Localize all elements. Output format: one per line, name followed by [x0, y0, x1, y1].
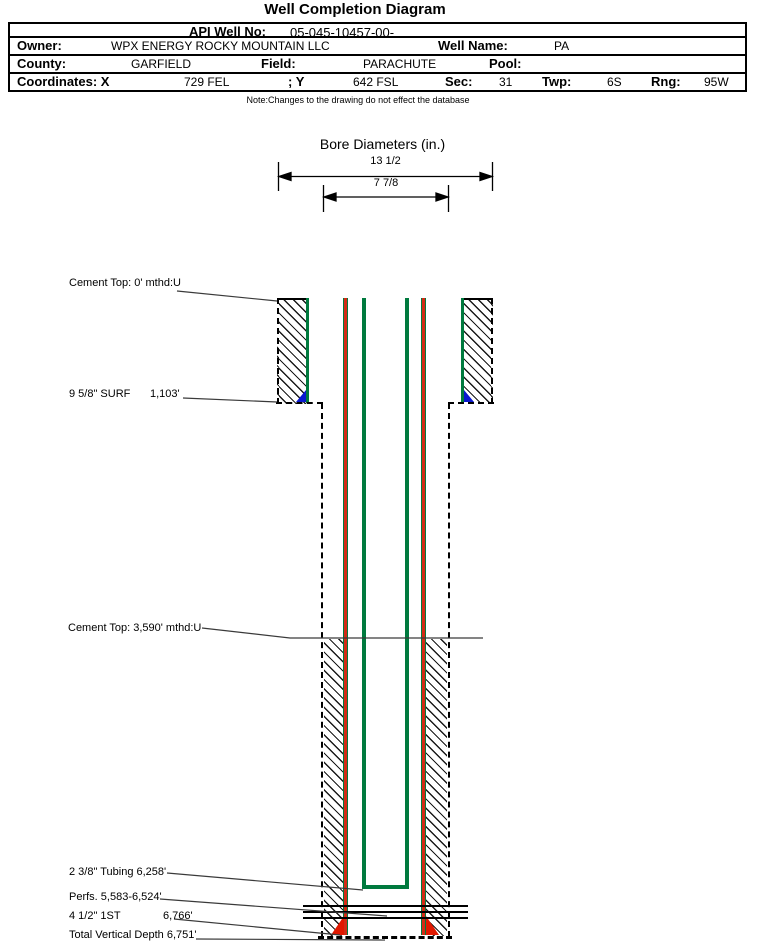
inner-dim-arrow-right-icon: [436, 193, 448, 201]
leader-production-casing: [174, 919, 340, 935]
well-name-value: PA: [554, 39, 570, 53]
header-row-api: [10, 24, 745, 38]
surface-casing-left: [306, 298, 309, 403]
api-well-no-label: API Well No:: [188, 24, 266, 39]
api-well-no-value: 05-045-10457-00-: [290, 25, 395, 40]
pool-label: Pool:: [489, 56, 522, 71]
surface-cement-right: [464, 298, 493, 404]
production-casing-left: [343, 298, 348, 935]
open-hole-wall-left: [321, 403, 323, 937]
perforation-line-2: [303, 911, 468, 913]
leader-cement-top-surface: [177, 291, 277, 301]
perforations-label: Perfs. 5,583-6,524': [69, 891, 162, 903]
surface-casing-right: [461, 298, 464, 403]
tubing-bottom-end: [362, 885, 409, 889]
tubing-label: 2 3/8" Tubing 6,258': [69, 866, 167, 878]
production-cement-right: [426, 639, 447, 936]
tubing-left: [362, 298, 366, 888]
header-row-county: [10, 56, 745, 74]
owner-value: WPX ENERGY ROCKY MOUNTAIN LLC: [111, 39, 330, 53]
county-label: County:: [17, 56, 67, 71]
range-label: Rng:: [651, 74, 681, 89]
outer-dim-arrow-left-icon: [279, 173, 291, 181]
production-casing-depth: 6,766': [163, 910, 193, 922]
township-value: 6S: [607, 75, 622, 89]
inner-bore-diameter-value: 7 7/8: [373, 177, 399, 189]
outer-dim-arrow-right-icon: [480, 173, 492, 181]
coordinates-x-value: 729 FEL: [184, 75, 230, 89]
field-label: Field:: [261, 56, 296, 71]
surface-casing-depth: 1,103': [150, 388, 180, 400]
header-row-owner: [10, 38, 745, 56]
production-casing-label: 4 1/2" 1ST: [69, 910, 121, 922]
cement-top-surface-label: Cement Top: 0' mthd:U: [69, 277, 181, 289]
open-hole-wall-right: [448, 403, 450, 937]
section-value: 31: [499, 75, 513, 89]
coordinates-y-label: ; Y: [288, 74, 305, 89]
hole-bottom-line: [318, 936, 452, 939]
bore-diameters-title: Bore Diameters (in.): [319, 136, 446, 152]
note-text: Note:Changes to the drawing do not effect the database: [246, 95, 470, 105]
surface-shoe-ledge-right: [448, 402, 494, 404]
total-vertical-depth-label: Total Vertical Depth 6,751': [69, 929, 197, 941]
surface-casing-label: 9 5/8" SURF: [69, 388, 131, 400]
range-value: 95W: [704, 75, 729, 89]
tubing-right: [405, 298, 409, 888]
field-value: PARACHUTE: [363, 57, 437, 71]
production-cement-left: [324, 639, 344, 936]
coordinates-y-value: 642 FSL: [353, 75, 399, 89]
coordinates-label: Coordinates: X: [17, 74, 110, 89]
inner-dim-arrow-left-icon: [324, 193, 336, 201]
surface-shoe-ledge-left: [276, 402, 323, 404]
county-value: GARFIELD: [131, 57, 192, 71]
township-label: Twp:: [542, 74, 572, 89]
leader-total-vertical-depth: [196, 939, 385, 940]
header-row-coordinates: [10, 74, 745, 90]
production-casing-right: [421, 298, 426, 935]
surface-cement-left: [277, 298, 306, 404]
leader-perforations: [160, 899, 387, 916]
outer-bore-diameter-value: 13 1/2: [370, 155, 401, 167]
section-label: Sec:: [445, 74, 473, 89]
page-title: Well Completion Diagram: [264, 1, 446, 18]
header-table: [8, 22, 747, 92]
perforation-line-1: [303, 905, 468, 907]
cement-top-production-label: Cement Top: 3,590' mthd:U: [68, 622, 202, 634]
owner-label: Owner:: [17, 38, 62, 53]
well-name-label: Well Name:: [438, 38, 508, 53]
perforation-line-3: [303, 917, 468, 919]
leader-surface-casing: [183, 398, 277, 402]
